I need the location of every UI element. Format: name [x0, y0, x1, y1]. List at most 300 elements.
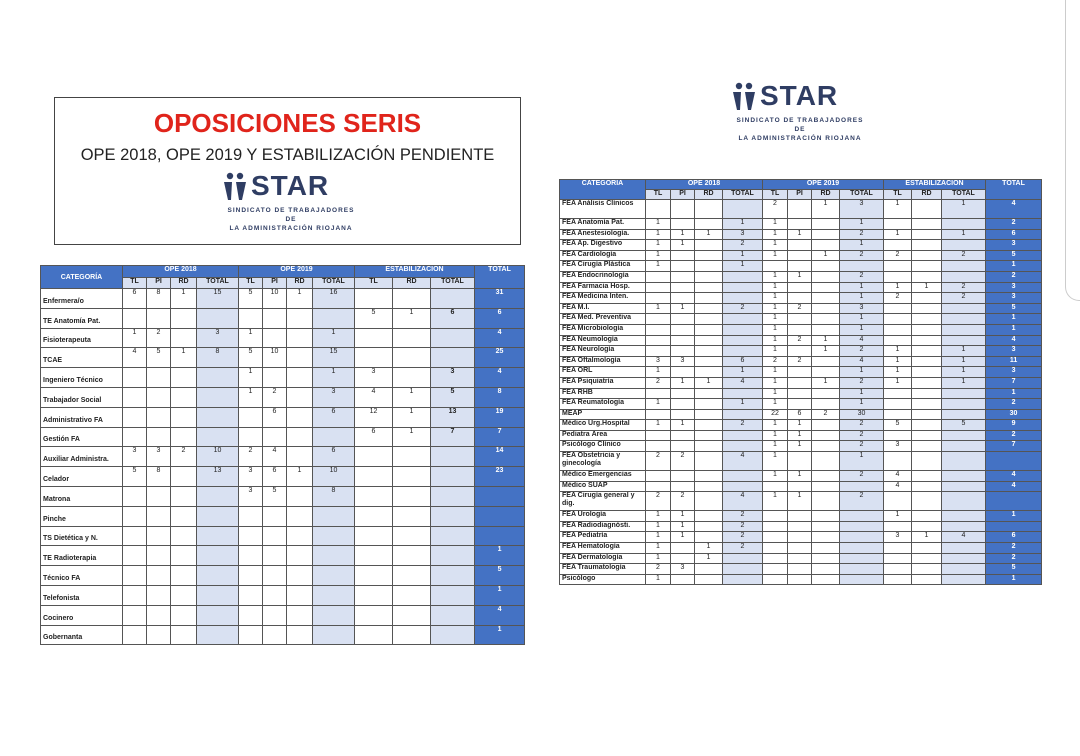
value-cell [723, 430, 763, 441]
value-cell: 4 [723, 377, 763, 388]
category-cell: FEA Traumatología [560, 564, 646, 575]
header-total: TOTAL [475, 266, 525, 289]
value-cell [763, 481, 788, 492]
value-cell: 1 [646, 532, 671, 543]
value-cell: 4 [723, 452, 763, 471]
category-cell: FEA Microbiología [560, 324, 646, 335]
value-cell [942, 441, 986, 452]
value-cell [942, 471, 986, 482]
value-cell [695, 574, 723, 585]
category-cell: Auxiliar Administra. [41, 447, 123, 467]
value-cell [942, 409, 986, 420]
value-cell: 1 [788, 229, 812, 240]
table-row [41, 546, 525, 566]
value-cell [239, 585, 263, 605]
value-cell: 1 [671, 377, 695, 388]
value-cell: 6 [123, 289, 147, 309]
value-cell: 1 [884, 367, 912, 378]
value-cell [671, 335, 695, 346]
header-pi: PI [671, 190, 695, 200]
value-cell [788, 564, 812, 575]
value-cell [695, 200, 723, 219]
value-cell [197, 605, 239, 625]
value-cell [812, 521, 840, 532]
value-cell [313, 546, 355, 566]
value-cell [431, 605, 475, 625]
value-cell: 2 [671, 452, 695, 471]
value-cell [788, 553, 812, 564]
table-row [41, 605, 525, 625]
value-cell [171, 387, 197, 407]
value-cell [123, 387, 147, 407]
value-cell: 8 [313, 486, 355, 506]
value-cell [287, 348, 313, 368]
total-cell: 4 [475, 368, 525, 388]
value-cell [912, 356, 942, 367]
value-cell: 1 [646, 543, 671, 554]
value-cell: 1 [313, 328, 355, 348]
value-cell [723, 314, 763, 325]
category-cell: Telefonista [41, 585, 123, 605]
value-cell: 1 [763, 452, 788, 471]
value-cell: 10 [313, 467, 355, 487]
value-cell [942, 335, 986, 346]
value-cell [355, 605, 393, 625]
value-cell [393, 546, 431, 566]
value-cell [942, 564, 986, 575]
value-cell [884, 271, 912, 282]
value-cell [287, 526, 313, 546]
category-cell: Cocinero [41, 605, 123, 625]
value-cell: 1 [763, 420, 788, 431]
value-cell: 1 [912, 532, 942, 543]
table-row [560, 271, 1042, 282]
people-logo-icon [223, 172, 249, 202]
value-cell [840, 532, 884, 543]
value-cell [197, 585, 239, 605]
value-cell [788, 532, 812, 543]
value-cell [812, 271, 840, 282]
value-cell [723, 574, 763, 585]
table-row [560, 553, 1042, 564]
value-cell [171, 625, 197, 645]
value-cell [812, 367, 840, 378]
value-cell: 1 [884, 377, 912, 388]
value-cell [355, 348, 393, 368]
value-cell: 6 [788, 409, 812, 420]
value-cell [788, 282, 812, 293]
value-cell [171, 605, 197, 625]
header-tl: TL [355, 278, 393, 289]
category-cell: Gestión FA [41, 427, 123, 447]
value-cell [171, 526, 197, 546]
value-cell: 2 [646, 492, 671, 511]
value-cell [123, 427, 147, 447]
value-cell: 2 [671, 492, 695, 511]
value-cell [812, 229, 840, 240]
value-cell [912, 367, 942, 378]
value-cell [695, 564, 723, 575]
table-row [560, 388, 1042, 399]
value-cell [942, 511, 986, 522]
value-cell: 1 [763, 367, 788, 378]
value-cell [788, 261, 812, 272]
value-cell: 1 [788, 471, 812, 482]
value-cell [840, 261, 884, 272]
value-cell [646, 346, 671, 357]
value-cell [723, 481, 763, 492]
value-cell [812, 261, 840, 272]
value-cell [723, 200, 763, 219]
header-tl: TL [763, 190, 788, 200]
value-cell: 3 [723, 229, 763, 240]
value-cell [788, 452, 812, 471]
category-cell: FEA Urología [560, 511, 646, 522]
table-row [41, 526, 525, 546]
value-cell [147, 407, 171, 427]
value-cell: 1 [695, 377, 723, 388]
header-tl: TL [123, 278, 147, 289]
total-cell: 2 [986, 219, 1042, 230]
total-cell [475, 506, 525, 526]
value-cell [171, 566, 197, 586]
value-cell [695, 303, 723, 314]
value-cell: 1 [788, 430, 812, 441]
value-cell: 2 [723, 511, 763, 522]
value-cell [884, 521, 912, 532]
total-cell: 1 [986, 511, 1042, 522]
value-cell: 6 [723, 356, 763, 367]
value-cell [355, 526, 393, 546]
value-cell: 1 [840, 452, 884, 471]
value-cell: 2 [884, 293, 912, 304]
value-cell [171, 368, 197, 388]
value-cell [788, 481, 812, 492]
value-cell [840, 564, 884, 575]
value-cell [912, 481, 942, 492]
table-row [41, 348, 525, 368]
value-cell [812, 420, 840, 431]
value-cell: 1 [763, 324, 788, 335]
value-cell: 2 [840, 377, 884, 388]
value-cell: 5 [884, 420, 912, 431]
value-cell [431, 486, 475, 506]
value-cell: 1 [763, 250, 788, 261]
table-row [560, 324, 1042, 335]
header-tl: TL [884, 190, 912, 200]
value-cell: 2 [763, 200, 788, 219]
value-cell: 4 [123, 348, 147, 368]
total-cell: 11 [986, 356, 1042, 367]
total-cell: 7 [986, 441, 1042, 452]
value-cell [763, 574, 788, 585]
value-cell [884, 240, 912, 251]
value-cell: 1 [884, 356, 912, 367]
value-cell: 1 [313, 368, 355, 388]
total-cell: 5 [986, 564, 1042, 575]
value-cell [393, 506, 431, 526]
value-cell [812, 303, 840, 314]
value-cell [313, 605, 355, 625]
value-cell [671, 219, 695, 230]
value-cell [671, 200, 695, 219]
value-cell [147, 387, 171, 407]
right-table-body [560, 200, 1042, 585]
value-cell [884, 335, 912, 346]
value-cell [942, 574, 986, 585]
value-cell: 12 [355, 407, 393, 427]
category-cell: FEA Cardiología [560, 250, 646, 261]
value-cell: 3 [671, 356, 695, 367]
value-cell [646, 335, 671, 346]
value-cell: 1 [884, 282, 912, 293]
category-cell: FEA Medicina Inten. [560, 293, 646, 304]
value-cell: 6 [263, 407, 287, 427]
value-cell: 3 [884, 532, 912, 543]
value-cell [263, 625, 287, 645]
value-cell [695, 219, 723, 230]
value-cell: 2 [763, 356, 788, 367]
value-cell: 1 [239, 368, 263, 388]
value-cell: 1 [723, 250, 763, 261]
table-row [560, 471, 1042, 482]
value-cell [912, 521, 942, 532]
value-cell [812, 441, 840, 452]
value-cell: 1 [646, 303, 671, 314]
value-cell: 1 [393, 407, 431, 427]
value-cell [646, 271, 671, 282]
value-cell [263, 308, 287, 328]
value-cell: 1 [646, 229, 671, 240]
value-cell [942, 324, 986, 335]
page-title: OPOSICIONES SERIS [153, 108, 422, 138]
value-cell [912, 430, 942, 441]
total-cell: 9 [986, 420, 1042, 431]
value-cell [812, 240, 840, 251]
header-ope2018: OPE 2018 [123, 266, 239, 278]
table-row [41, 407, 525, 427]
category-cell: FEA Anestesiología. [560, 229, 646, 240]
value-cell [884, 261, 912, 272]
value-cell [695, 430, 723, 441]
people-logo-icon [732, 82, 758, 112]
value-cell [942, 399, 986, 410]
value-cell: 1 [788, 420, 812, 431]
value-cell: 1 [812, 200, 840, 219]
value-cell [671, 471, 695, 482]
value-cell: 1 [763, 335, 788, 346]
total-cell: 4 [986, 471, 1042, 482]
value-cell [239, 407, 263, 427]
value-cell: 1 [239, 387, 263, 407]
value-cell: 1 [840, 240, 884, 251]
value-cell [671, 441, 695, 452]
value-cell [646, 200, 671, 219]
value-cell [287, 625, 313, 645]
value-cell: 6 [431, 308, 475, 328]
value-cell [723, 293, 763, 304]
total-cell: 1 [475, 546, 525, 566]
value-cell [313, 585, 355, 605]
category-cell: Pediatra Área [560, 430, 646, 441]
value-cell [723, 564, 763, 575]
logo-word: STAR [760, 80, 839, 111]
value-cell: 1 [840, 399, 884, 410]
value-cell [788, 574, 812, 585]
header-ope2018: OPE 2018 [646, 180, 763, 190]
value-cell: 3 [147, 447, 171, 467]
value-cell [197, 308, 239, 328]
value-cell [723, 282, 763, 293]
value-cell [147, 526, 171, 546]
value-cell [812, 471, 840, 482]
value-cell: 10 [263, 289, 287, 309]
header-ope2019: OPE 2019 [239, 266, 355, 278]
value-cell [431, 289, 475, 309]
value-cell [788, 240, 812, 251]
total-cell: 1 [986, 314, 1042, 325]
value-cell: 5 [263, 486, 287, 506]
category-cell: FEA Ap. Digestivo [560, 240, 646, 251]
value-cell [942, 481, 986, 492]
value-cell [313, 308, 355, 328]
value-cell [695, 356, 723, 367]
table-row [41, 308, 525, 328]
value-cell [942, 240, 986, 251]
value-cell: 10 [197, 447, 239, 467]
total-cell: 30 [986, 409, 1042, 420]
value-cell: 1 [287, 467, 313, 487]
value-cell [884, 543, 912, 554]
value-cell [884, 303, 912, 314]
value-cell [239, 605, 263, 625]
value-cell: 1 [723, 367, 763, 378]
value-cell: 1 [646, 240, 671, 251]
value-cell [942, 430, 986, 441]
value-cell [431, 467, 475, 487]
table-row [560, 377, 1042, 388]
header-subtotal: TOTAL [313, 278, 355, 289]
header-subtotal: TOTAL [942, 190, 986, 200]
table-row [560, 574, 1042, 585]
value-cell [355, 328, 393, 348]
value-cell: 1 [840, 293, 884, 304]
value-cell: 1 [287, 289, 313, 309]
value-cell: 1 [840, 219, 884, 230]
value-cell [355, 289, 393, 309]
value-cell: 1 [171, 289, 197, 309]
header-pi: PI [263, 278, 287, 289]
value-cell: 6 [313, 447, 355, 467]
value-cell: 1 [671, 420, 695, 431]
value-cell [763, 261, 788, 272]
value-cell: 6 [263, 467, 287, 487]
category-cell: FEA Dermatología [560, 553, 646, 564]
value-cell [287, 447, 313, 467]
value-cell: 1 [942, 356, 986, 367]
value-cell [912, 324, 942, 335]
category-cell: Trabajador Social [41, 387, 123, 407]
value-cell: 1 [723, 219, 763, 230]
category-cell: FEA Farmacia Hosp. [560, 282, 646, 293]
star-logo-right [732, 82, 872, 142]
total-cell: 8 [475, 387, 525, 407]
value-cell [431, 506, 475, 526]
total-cell: 4 [986, 335, 1042, 346]
value-cell [723, 271, 763, 282]
value-cell: 1 [812, 346, 840, 357]
value-cell [812, 543, 840, 554]
header-tl: TL [239, 278, 263, 289]
value-cell [884, 492, 912, 511]
table-row [560, 314, 1042, 325]
logo-line1: SINDICATO DE TRABAJADORES DE [736, 117, 864, 133]
value-cell [147, 625, 171, 645]
table-row [560, 399, 1042, 410]
value-cell: 1 [646, 553, 671, 564]
value-cell [355, 447, 393, 467]
left-table-body [41, 289, 525, 645]
value-cell [812, 452, 840, 471]
logo-line2: LA ADMINISTRACIÓN RIOJANA [738, 135, 862, 142]
value-cell [912, 492, 942, 511]
value-cell: 2 [788, 303, 812, 314]
category-cell: FEA Pediatría [560, 532, 646, 543]
value-cell [912, 564, 942, 575]
total-cell: 1 [475, 625, 525, 645]
value-cell [763, 564, 788, 575]
value-cell [912, 471, 942, 482]
total-cell [475, 486, 525, 506]
value-cell: 1 [812, 377, 840, 388]
value-cell [123, 486, 147, 506]
value-cell [287, 308, 313, 328]
value-cell [812, 532, 840, 543]
value-cell: 10 [263, 348, 287, 368]
value-cell: 1 [840, 388, 884, 399]
value-cell: 1 [763, 388, 788, 399]
category-cell: Psicólogo [560, 574, 646, 585]
value-cell [695, 250, 723, 261]
value-cell [912, 553, 942, 564]
value-cell [287, 486, 313, 506]
category-cell: Médico Urg.Hospital [560, 420, 646, 431]
value-cell [197, 506, 239, 526]
value-cell [646, 314, 671, 325]
value-cell: 8 [147, 289, 171, 309]
total-cell: 5 [475, 566, 525, 586]
value-cell [812, 324, 840, 335]
value-cell [239, 546, 263, 566]
category-cell: FEA ORL [560, 367, 646, 378]
value-cell: 2 [723, 543, 763, 554]
value-cell: 1 [671, 532, 695, 543]
value-cell: 1 [884, 511, 912, 522]
value-cell [197, 526, 239, 546]
value-cell [763, 543, 788, 554]
value-cell [723, 324, 763, 335]
value-cell: 1 [763, 492, 788, 511]
value-cell [695, 293, 723, 304]
value-cell [171, 467, 197, 487]
value-cell [812, 314, 840, 325]
value-cell [671, 543, 695, 554]
value-cell [695, 420, 723, 431]
value-cell [239, 566, 263, 586]
value-cell: 2 [840, 271, 884, 282]
value-cell [355, 625, 393, 645]
value-cell [171, 486, 197, 506]
